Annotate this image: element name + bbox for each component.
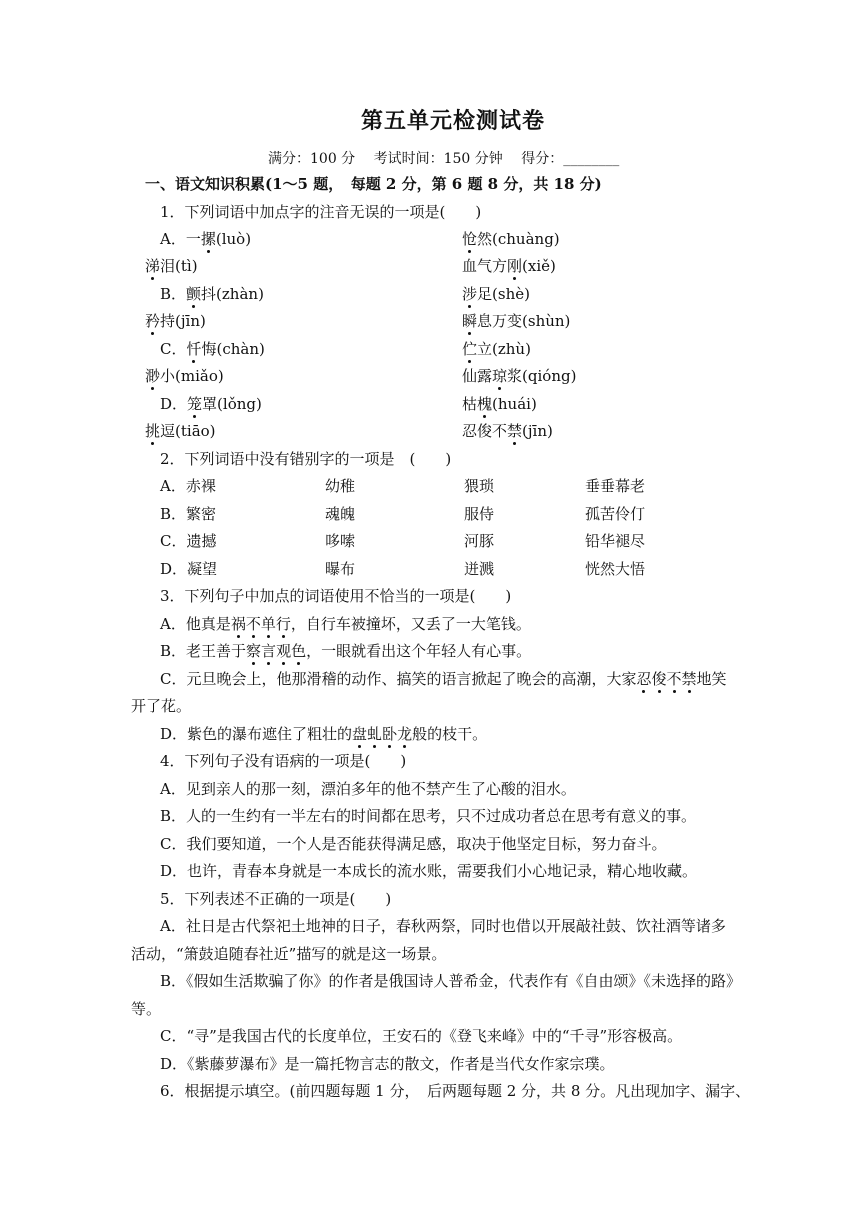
- q2-option-b-word3: 服侍: [464, 505, 495, 523]
- page-title: 第五单元检测试卷: [360, 108, 545, 134]
- emphasis-char: 虬: [367, 725, 383, 743]
- q5-option-c: C．“寻”是我国古代的长度单位，王安石的《登飞来峰》中的“千寻”形容极高。: [160, 1027, 683, 1045]
- q2-option-c-word3: 河豚: [464, 532, 495, 550]
- q1-option-d-word1: D．笼罩(lǒng): [160, 395, 262, 413]
- q2-stem: 2．下列词语中没有错别字的一项是 ( ): [160, 450, 452, 468]
- q1-option-a-word4: 血气方刚(xiě): [462, 257, 556, 275]
- emphasis-char: 忍: [636, 670, 652, 688]
- q3-option-b: B．老王善于察言观色，一眼就看出这个年轻人有心事。: [160, 642, 532, 660]
- q3-option-c-continued: 开了花。: [131, 697, 192, 715]
- q1-option-c-word4: 仙露琼浆(qióng): [462, 367, 577, 385]
- q2-option-a-word4: 垂垂幕老: [585, 477, 646, 495]
- dotted-phrase: [231, 615, 291, 633]
- dotted-phrase: [636, 670, 696, 688]
- q4-option-b: B．人的一生约有一半左右的时间都在思考，只不过成功者总在思考有意义的事。: [160, 807, 697, 825]
- q2-option-a-word1: A．赤裸: [160, 477, 216, 495]
- emphasis-char: 俊: [651, 670, 667, 688]
- emphasis-char: 行: [275, 615, 291, 633]
- q1-option-d-word2: 枯槐(huái): [462, 395, 537, 413]
- q3-stem: 3．下列句子中加点的词语使用不恰当的一项是( ): [160, 587, 512, 605]
- section-heading: 一、语文知识积累(1～5 题， 每题 2 分，第 6 题 8 分，共 18 分): [145, 175, 602, 193]
- emphasis-char: 盘: [352, 725, 368, 743]
- emphasis-char: 观: [276, 642, 292, 660]
- q2-option-b-word2: 魂魄: [325, 505, 356, 523]
- q1-option-a-word1: A．一摞(luò): [160, 230, 252, 248]
- q5-option-a-continued: 活动，“箫鼓追随春社近”描写的就是这一场景。: [131, 945, 447, 963]
- q4-stem: 4．下列句子没有语病的一项是( ): [160, 752, 407, 770]
- q5-stem: 5．下列表述不正确的一项是( ): [160, 890, 392, 908]
- q2-option-c-word2: 哆嗦: [325, 532, 356, 550]
- q1-option-c-word3: 渺小(miǎo): [145, 367, 224, 385]
- q1-option-c-word1: C．忏悔(chàn): [160, 340, 265, 358]
- emphasis-char: 禁: [681, 670, 697, 688]
- exam-meta: 满分：100 分 考试时间：150 分钟 得分：________: [268, 151, 620, 167]
- q2-option-d-word3: 迸溅: [464, 560, 495, 578]
- emphasis-char: 色: [291, 642, 307, 660]
- dotted-phrase: [352, 725, 412, 743]
- emphasis-char: 察: [246, 642, 262, 660]
- q2-option-c-word4: 铅华褪尽: [585, 532, 646, 550]
- q3-option-a: A．他真是祸不单行，自行车被撞坏，又丢了一大笔钱。: [160, 615, 531, 633]
- q5-option-a: A．社日是古代祭祀土地神的日子，春秋两祭，同时也借以开展敲社鼓、饮社酒等诸多: [160, 917, 726, 935]
- q3-option-c: C．元旦晚会上，他那滑稽的动作、搞笑的语言掀起了晚会的高潮，大家忍俊不禁地笑: [160, 670, 727, 688]
- dotted-phrase: [246, 642, 306, 660]
- q1-option-b-word2: 涉足(shè): [462, 285, 530, 303]
- emphasis-char: 龙: [397, 725, 413, 743]
- q2-option-a-word2: 幼稚: [325, 477, 356, 495]
- q2-option-b-word4: 孤苦伶仃: [585, 505, 646, 523]
- q3-option-d: D．紫色的瀑布遮住了粗壮的盘虬卧龙般的枝干。: [160, 725, 488, 743]
- emphasis-char: 言: [261, 642, 277, 660]
- emphasis-char: 不: [666, 670, 682, 688]
- q1-option-b-word1: B．颤抖(zhàn): [160, 285, 264, 303]
- q1-stem: 1．下列词语中加点字的注音无误的一项是( ): [160, 203, 482, 221]
- emphasis-char: 单: [260, 615, 276, 633]
- q1-option-c-word2: 伫立(zhù): [462, 340, 531, 358]
- q2-option-d-word4: 恍然大悟: [585, 560, 646, 578]
- q1-option-d-word4: 忍俊不禁(jīn): [462, 422, 553, 440]
- emphasis-char: 祸: [230, 615, 246, 633]
- q2-option-d-word1: D．凝望: [160, 560, 218, 578]
- emphasis-char: 卧: [382, 725, 398, 743]
- q5-option-d: D．《紫藤萝瀑布》是一篇托物言志的散文，作者是当代女作家宗璞。: [160, 1055, 615, 1073]
- q2-option-a-word3: 猥琐: [464, 477, 495, 495]
- q4-option-d: D．也许，青春本身就是一本成长的流水账，需要我们小心地记录，精心地收藏。: [160, 862, 698, 880]
- q2-option-c-word1: C．遗撼: [160, 532, 217, 550]
- q4-option-c: C．我们要知道，一个人是否能获得满足感，取决于他坚定目标，努力奋斗。: [160, 835, 667, 853]
- q6-stem: 6．根据提示填空。(前四题每题 1 分， 后两题每题 2 分，共 8 分。凡出现加字、漏字、: [160, 1082, 751, 1100]
- q5-option-b: B．《假如生活欺骗了你》的作者是俄国诗人普希金，代表作有《自由颂》《未选择的路》: [160, 972, 742, 990]
- q1-option-b-word3: 矜持(jīn): [145, 312, 206, 330]
- emphasis-char: 不: [245, 615, 261, 633]
- q2-option-d-word2: 曝布: [325, 560, 356, 578]
- q1-option-a-word3: 涕泪(tì): [145, 257, 198, 275]
- q5-option-b-continued: 等。: [131, 1000, 162, 1018]
- q4-option-a: A．见到亲人的那一刻，漂泊多年的他不禁产生了心酸的泪水。: [160, 780, 576, 798]
- q1-option-b-word4: 瞬息万变(shùn): [462, 312, 571, 330]
- q1-option-d-word3: 挑逗(tiāo): [145, 422, 216, 440]
- q1-option-a-word2: 怆然(chuàng): [462, 230, 560, 248]
- q2-option-b-word1: B．繁密: [160, 505, 217, 523]
